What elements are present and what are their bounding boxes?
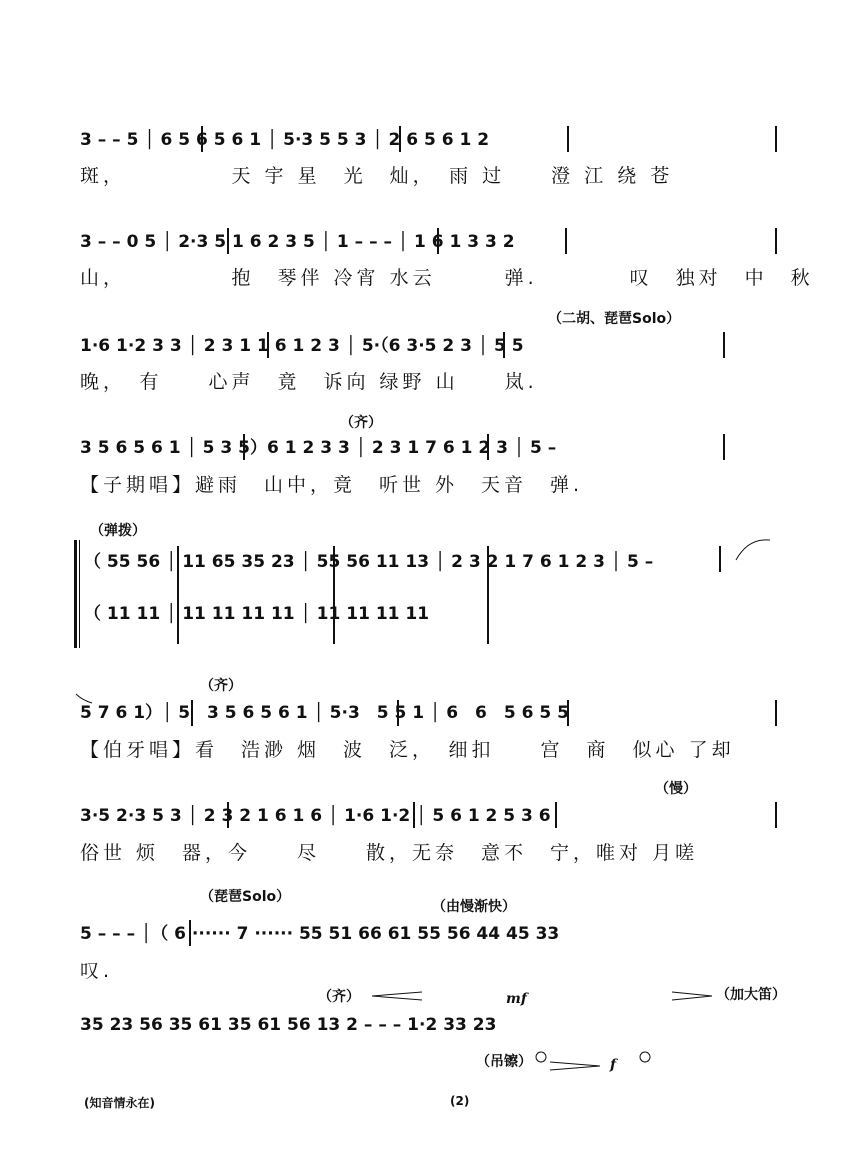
notation-row-2: 3 – – 0 5 │ 2·3 5 1 6 2 3 5 │ 1 – – – │ 1 6 1 3 3 2 bbox=[80, 232, 515, 252]
lyrics-row-2: 山， 抱 琴伴 冷宵 水云 弹. 叹 独对 中 秋 bbox=[80, 267, 814, 289]
annotation-qi-1: （齐） bbox=[340, 415, 382, 431]
cymbal-mark bbox=[536, 1052, 546, 1062]
notation-row-8: 3·5 2·3 5 3 │ 2 3 2 1 6 1 6 │ 1·6 1·2 │ 5 6 1 2 5 3 6 bbox=[80, 806, 551, 826]
decrescendo-hairpin bbox=[672, 992, 712, 1000]
crescendo-hairpin bbox=[372, 992, 422, 1000]
annotation-qi-3: （齐） bbox=[318, 989, 360, 1005]
lyrics-row-4: 【子期唱】避雨 山中，竟 听世 外 天音 弹. bbox=[80, 474, 584, 496]
tie-slur bbox=[736, 540, 770, 560]
lyrics-row-1: 斑， 天 宇 星 光 灿， 雨 过 澄 江 绕 苍 bbox=[80, 165, 674, 187]
lyrics-row-3: 晚， 有 心声 竟 诉向 绿野 山 岚. bbox=[80, 371, 538, 393]
lyrics-row-9: 叹. bbox=[80, 960, 114, 982]
notation-row-6: （ 11 11 │ 11 11 11 11 │ 11 11 11 11 bbox=[84, 604, 430, 624]
annotation-add-dadi: （加大笛） bbox=[716, 987, 786, 1003]
dynamic-f: f bbox=[610, 1057, 617, 1073]
annotation-accelerando: （由慢渐快） bbox=[432, 899, 516, 915]
annotation-tanbo: （弹拨） bbox=[90, 523, 146, 539]
notation-row-1: 3 – – 5 │ 6 5 6 5 6 1 │ 5·3 5 5 3 │ 2 6 5 6 1 2 bbox=[80, 130, 490, 150]
footer-title: (知音情永在) bbox=[84, 1096, 155, 1110]
notation-row-3: 1·6 1·2 3 3 │ 2 3 1 1 6 1 2 3 │ 5·（6 3·5 2 3 │ 5 5 bbox=[80, 336, 524, 356]
notation-row-5: （ 55 56 │ 11 65 35 23 │ 55 56 11 13 │ 2 3 2 1 7 6 1 2 3 │ 5 – bbox=[84, 552, 654, 572]
annotation-man: （慢） bbox=[655, 781, 697, 797]
annotation-cymbal: （吊镲） bbox=[476, 1054, 532, 1070]
lyrics-row-7: 【伯牙唱】看 浩渺 烟 波 泛， 细扣 宫 商 似心 了却 bbox=[80, 739, 735, 761]
lyrics-row-8: 俗世 烦 器，今 尽 散，无奈 意不 宁，唯对 月嗟 bbox=[80, 842, 699, 864]
annotation-qi-2: （齐） bbox=[200, 678, 242, 694]
notation-row-4: 3 5 6 5 6 1 │ 5 3 5）6 1 2 3 3 │ 2 3 1 7 6 1 2 3 │ 5 – bbox=[80, 438, 557, 458]
page-number: (2) bbox=[450, 1094, 470, 1108]
cymbal-hairpin bbox=[550, 1062, 600, 1070]
cymbal-mark bbox=[640, 1052, 650, 1062]
notation-row-9: 5 – – – │（ 6 ······ 7 ······ 55 51 66 61 55 56 44 45 33 bbox=[80, 924, 560, 944]
dynamic-mf: mf bbox=[506, 991, 527, 1007]
notation-row-10: 35 23 56 35 61 35 61 56 13 2 – – – 1·2 33 23 bbox=[80, 1015, 497, 1035]
notation-row-7: 5 7 6 1）│ 5 3 5 6 5 6 1 │ 5·3 5 5 1 │ 6 6 5 6 5 5 bbox=[80, 703, 569, 723]
tie-slur bbox=[76, 694, 92, 703]
annotation-pipa-solo: （琵琶Solo） bbox=[200, 889, 291, 905]
annotation-erhu-pipa-solo: （二胡、琵琶Solo） bbox=[548, 311, 681, 327]
